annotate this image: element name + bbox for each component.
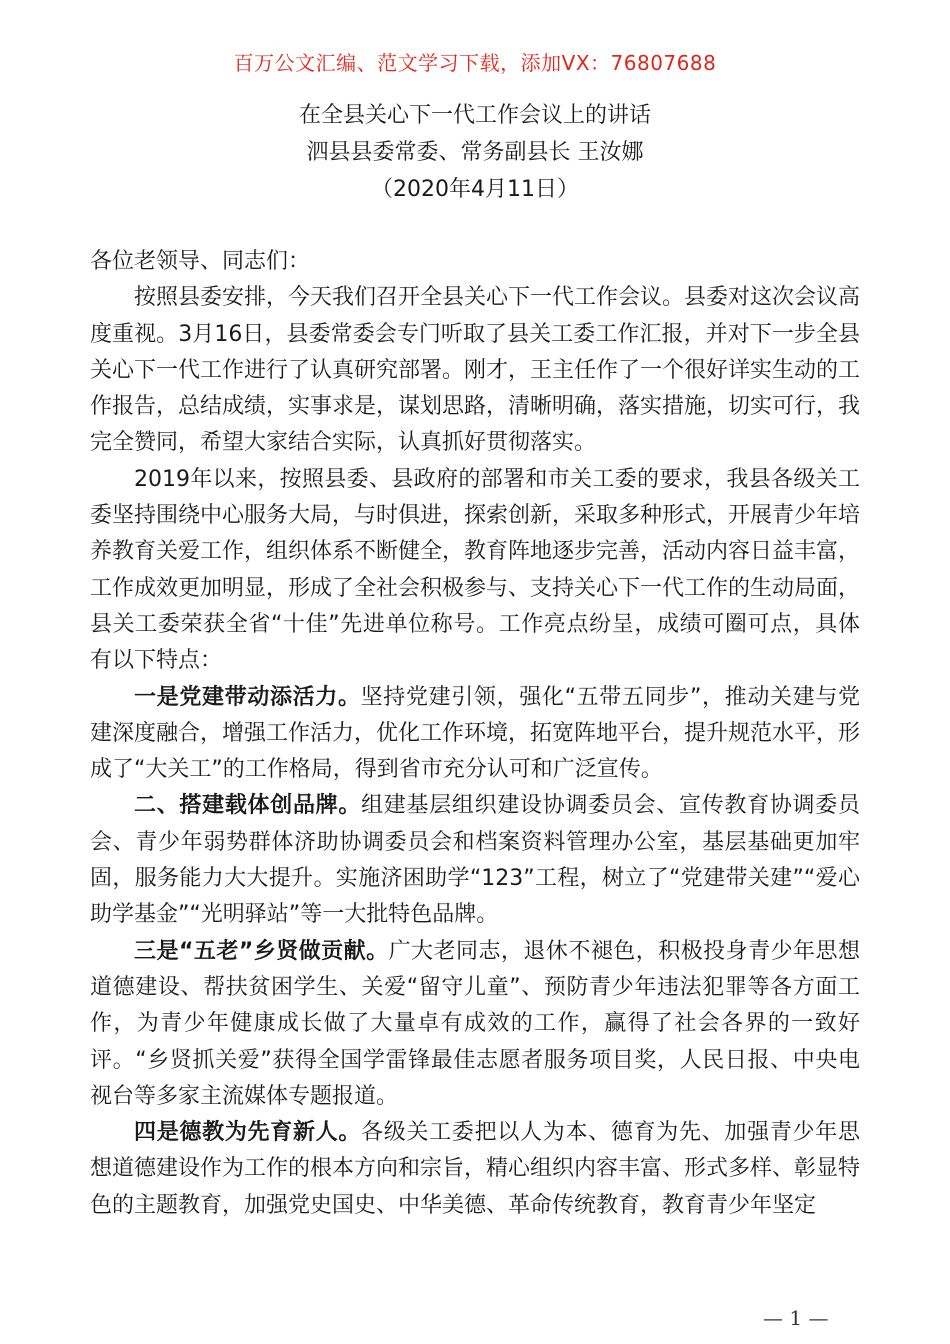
- paragraph-point-2: [90, 788, 860, 933]
- point-1-text: 坚持党建引领，强化“五带五同步”，推动关建与党建深度融合，增强工作活力，优化工作环境，拓宽阵地平台，提升规范水平，形成了“大关工”的工作格局，得到省市充分认可和广泛宣传。: [90, 684, 861, 783]
- paragraph-opening: 按照县委安排，今天我们召开全县关心下一代工作会议。县委对这次会议高度重视。3月16日，县委常委会专门听取了县关工委工作汇报，并对下一步全县关心下一代工作进行了认真研究部署。刚才，王主任作了一个很好详实生动的工作报告，总结成绩，实事求是，谋划思路，清晰明确，落实措施，切实可行，我完全赞同，希望大家结合实际，认真抓好贯彻落实。: [90, 285, 861, 456]
- point-4-heading: 四是德教为先育新人。: [134, 1120, 362, 1146]
- document-header: [0, 97, 950, 208]
- point-4-text: 各级关工委把以人为本、德育为先、加强青少年思想道德建设作为工作的根本方向和宗旨，精心组织内容丰富、形式多样、彰显特色的主题教育，加强党史国史、中华美德、革命传统教育，教育青少年坚定: [90, 1120, 861, 1218]
- page-number: — 1 —: [763, 1306, 829, 1330]
- paragraph-summary: 2019年以来，按照县委、县政府的部署和市关工委的要求，我县各级关工委坚持围绕中心服务大局，与时俱进，探索创新，采取多种形式，开展青少年培养教育关爱工作，组织体系不断健全，教育阵地逐步完善，活动内容日益丰富，工作成效更加明显，形成了全社会积极参与、支持关心下一代工作的生动局面，县关工委荣获全省“十佳”先进单位称号。工作亮点纷呈，成绩可圈可点，具体有以下特点：: [90, 466, 861, 674]
- speech-body: [90, 244, 860, 1224]
- speech-date: （2020年4月11日）: [371, 177, 579, 202]
- paragraph-point-3: [90, 934, 860, 1115]
- point-2-heading: 二、搭建载体创品牌。: [134, 793, 362, 819]
- paragraph-point-1: [90, 680, 860, 789]
- document-title: 在全县关心下一代工作会议上的讲话: [298, 103, 651, 128]
- salutation: 各位老领导、同志们：: [90, 249, 311, 274]
- download-banner: 百万公文汇编、范文学习下载，添加VX：76807688: [233, 51, 717, 75]
- point-3-text: 广大老同志，退休不褪色，积极投身青少年思想道德建设、帮扶贫困学生、关爱“留守儿童”、预防青少年违法犯罪等各方面工作，为青少年健康成长做了大量卓有成效的工作，赢得了社会各界的一致好评。“乡贤抓关爱”获得全国学雷锋最佳志愿者服务项目奖，人民日报、中央电视台等多家主流媒体专题报道。: [90, 938, 860, 1109]
- point-3-heading: 三是“五老”乡贤做贡献。: [134, 938, 389, 964]
- point-2-text: 组建基层组织建设协调委员会、宣传教育协调委员会、青少年弱势群体济助协调委员会和档案资料管理办公室，基层基础更加牢固，服务能力大大提升。实施济困助学“123”工程，树立了“党建带关建”“爱心助学基金”“光明驿站”等一大批特色品牌。: [90, 793, 860, 928]
- speaker-line: 泗县县委常委、常务副县长 王汝娜: [306, 140, 644, 165]
- paragraph-point-4: [90, 1115, 860, 1224]
- point-1-heading: 一是党建带动添活力。: [134, 684, 361, 710]
